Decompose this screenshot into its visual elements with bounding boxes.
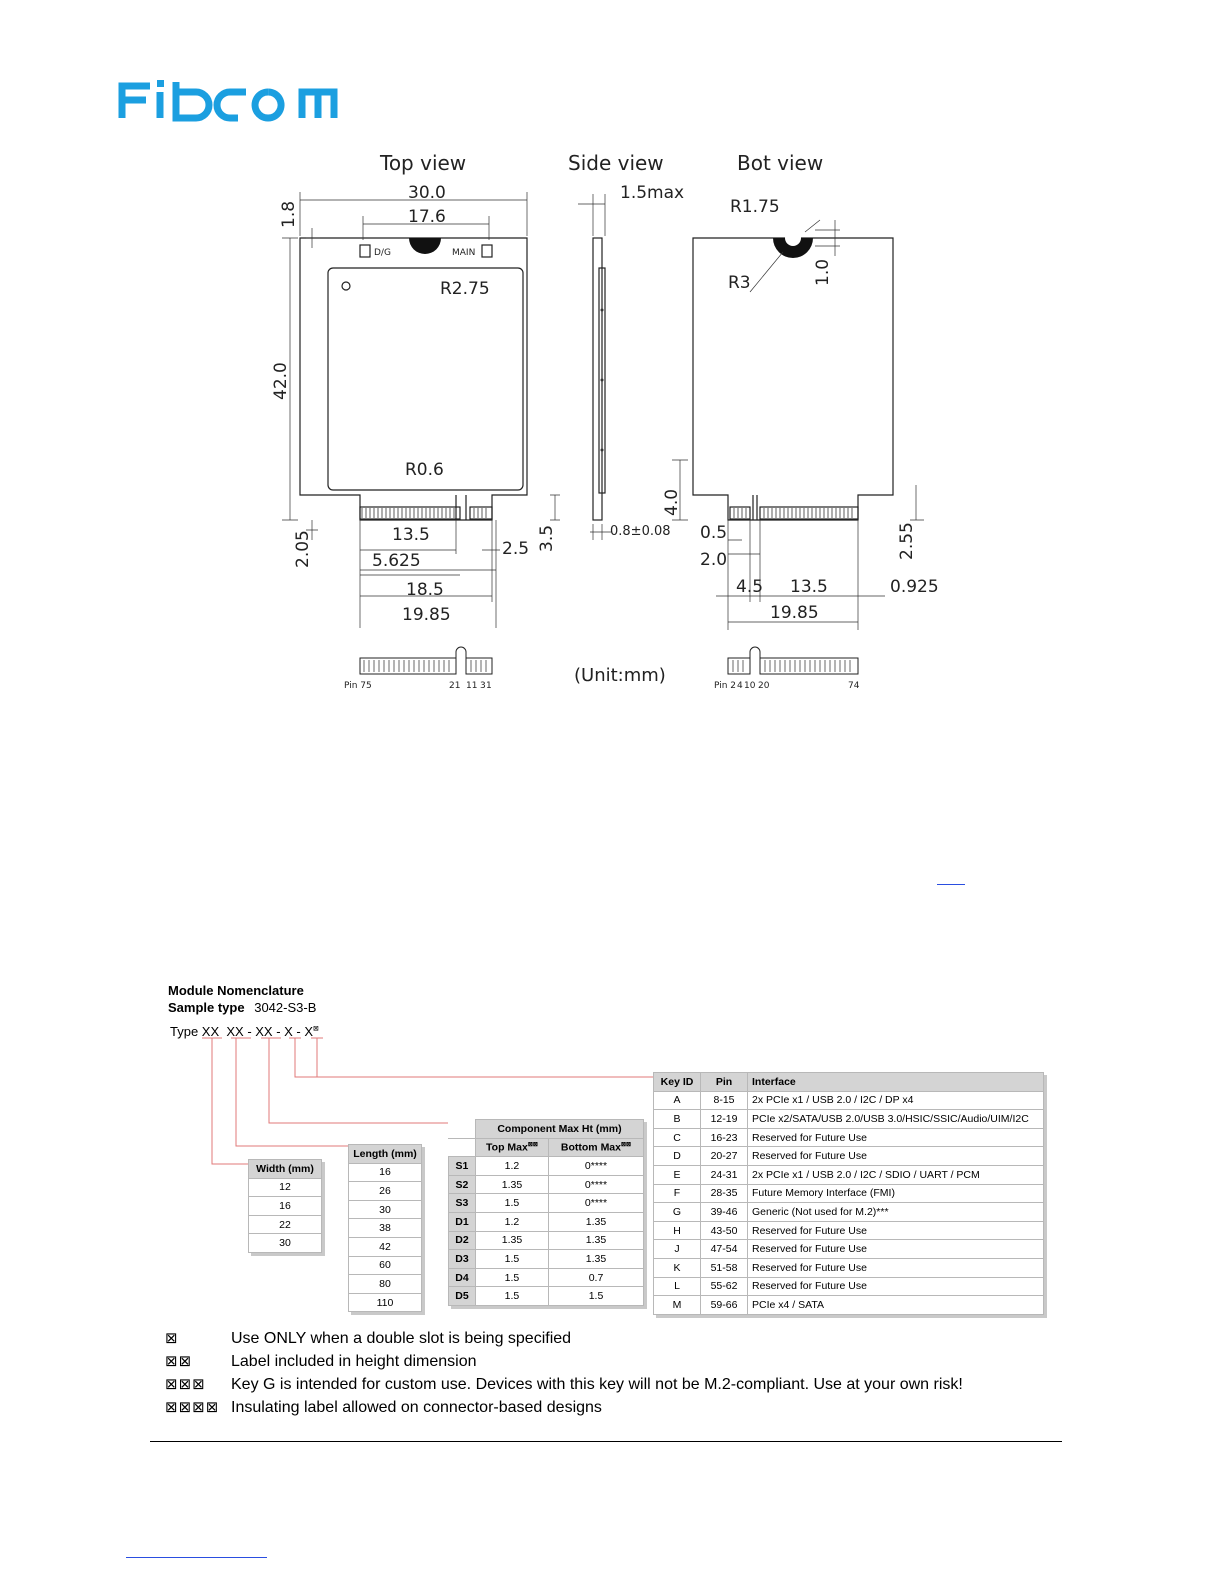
width-header: Width (mm) (249, 1160, 322, 1179)
footer-divider (150, 1441, 1062, 1442)
type-format-sup: ⊠ (313, 1025, 319, 1033)
unit-label: (Unit:mm) (574, 665, 666, 686)
dim-bot-0-5: 0.5 (700, 523, 728, 543)
pin-20-label: 20 (758, 681, 770, 691)
length-value: 60 (349, 1256, 422, 1275)
width-value: 22 (249, 1215, 322, 1234)
col-interface: Interface (748, 1073, 1044, 1092)
dim-top-2-5: 2.5 (502, 539, 530, 559)
dim-top-length: 42.0 (271, 362, 291, 400)
dim-top-antenna-spacing: 17.6 (408, 207, 446, 227)
length-value: 80 (349, 1275, 422, 1294)
dim-top-2-05: 2.05 (293, 530, 313, 568)
table-row: L 55-62 Reserved for Future Use (654, 1277, 1044, 1296)
dim-top-r06: R0.6 (405, 460, 444, 480)
table-row: D2 1.35 1.35 (449, 1231, 644, 1250)
dim-bot-2-55: 2.55 (897, 522, 917, 560)
width-value: 30 (249, 1234, 322, 1253)
pin-75-label: Pin 75 (344, 681, 372, 691)
dim-bot-r175: R1.75 (730, 197, 780, 217)
width-value: 12 (249, 1178, 322, 1197)
length-value: 16 (349, 1163, 422, 1182)
table-row: D4 1.5 0.7 (449, 1268, 644, 1287)
table-row: D3 1.5 1.35 (449, 1250, 644, 1269)
table-row: E 24-31 2x PCIe x1 / USB 2.0 / I2C / SDIO / UART / PCM (654, 1165, 1044, 1184)
pin-4-label: 4 (737, 681, 743, 691)
length-header: Length (mm) (349, 1145, 422, 1164)
top-view-title: Top view (380, 151, 467, 175)
table-row: K 51-58 Reserved for Future Use (654, 1258, 1044, 1277)
mechanical-drawing (260, 140, 980, 700)
dim-bot-19-85: 19.85 (770, 603, 819, 623)
table-row: S1 1.2 0**** (449, 1157, 644, 1176)
footnote-text: Insulating label allowed on connector-based designs (231, 1399, 602, 1416)
footnote-text: Label included in height dimension (231, 1353, 477, 1370)
component-header: Component Max Ht (mm) (475, 1120, 643, 1139)
col-top-max: Top Max⊠⊠ (475, 1138, 548, 1157)
col-key-id: Key ID (654, 1073, 701, 1092)
pin-1-label: 1 (486, 681, 492, 691)
nomenclature-title: Module Nomenclature (168, 983, 304, 998)
reference-link-underline[interactable] (937, 884, 965, 885)
pin-74-label: 74 (848, 681, 860, 691)
dim-bot-4-5: 4.5 (736, 577, 764, 597)
footnote-mark: ⊠⊠⊠ (165, 1375, 206, 1393)
dim-top-13-5: 13.5 (392, 525, 430, 545)
type-format (170, 1024, 319, 1039)
dim-top-1-8: 1.8 (279, 200, 299, 228)
footnote (165, 1327, 963, 1350)
table-row: D5 1.5 1.5 (449, 1287, 644, 1306)
component-height-table (448, 1119, 644, 1306)
footer-link-underline[interactable] (126, 1557, 267, 1558)
dim-side-0-8: 0.8±0.08 (610, 524, 671, 539)
footnote-text: Key G is intended for custom use. Devices with this key will not be M.2-compliant. Use at your own risk! (231, 1376, 963, 1393)
table-row: G 39-46 Generic (Not used for M.2)*** (654, 1203, 1044, 1222)
length-table (348, 1144, 422, 1312)
sample-type (168, 1000, 316, 1015)
pin-10-label: 10 (744, 681, 756, 691)
dim-bot-13-5: 13.5 (790, 577, 828, 597)
side-view-title: Side view (568, 151, 664, 175)
side-view-outline (593, 238, 605, 520)
dim-bot-1-0: 1.0 (813, 258, 833, 286)
dim-top-r275: R2.75 (440, 279, 490, 299)
type-format-text: Type XX XX - XX - X - X (170, 1024, 314, 1039)
dim-bot-4-0: 4.0 (662, 488, 682, 516)
footnote-mark: ⊠⊠⊠⊠ (165, 1398, 220, 1416)
pin-21-label: 21 (449, 681, 461, 691)
dim-bot-0-925: 0.925 (890, 577, 939, 597)
dim-top-19-85: 19.85 (402, 605, 451, 625)
label-main: MAIN (452, 248, 476, 258)
sample-type-label: Sample type (168, 1000, 245, 1015)
table-row: D 20-27 Reserved for Future Use (654, 1147, 1044, 1166)
dim-top-18-5: 18.5 (406, 580, 444, 600)
table-row: B 12-19 PCIe x2/SATA/USB 2.0/USB 3.0/HSIC/SSIC/Audio/UIM/I2C (654, 1110, 1044, 1129)
sample-type-value: 3042-S3-B (254, 1000, 317, 1015)
pin-11-label: 11 (466, 681, 478, 691)
dim-top-3-5: 3.5 (537, 524, 557, 552)
bot-view-title: Bot view (737, 151, 824, 175)
table-row: C 16-23 Reserved for Future Use (654, 1128, 1044, 1147)
length-value: 42 (349, 1237, 422, 1256)
table-row: A 8-15 2x PCIe x1 / USB 2.0 / I2C / DP x4 (654, 1091, 1044, 1110)
length-value: 38 (349, 1219, 422, 1238)
length-value: 26 (349, 1182, 422, 1201)
col-bottom-max: Bottom Max⊠⊠ (548, 1138, 643, 1157)
length-value: 30 (349, 1200, 422, 1219)
table-row: H 43-50 Reserved for Future Use (654, 1221, 1044, 1240)
dim-side-1-5max: 1.5max (620, 183, 685, 203)
col-pin: Pin (701, 1073, 748, 1092)
footnote-mark: ⊠ (165, 1329, 179, 1347)
table-row: F 28-35 Future Memory Interface (FMI) (654, 1184, 1044, 1203)
footnotes (165, 1327, 963, 1419)
bot-view-outline (693, 238, 893, 520)
width-value: 16 (249, 1197, 322, 1216)
length-value: 110 (349, 1293, 422, 1312)
label-dg: D/G (374, 248, 391, 258)
fibocom-logo (118, 78, 368, 122)
table-row: M 59-66 PCIe x4 / SATA (654, 1296, 1044, 1315)
key-id-table (653, 1072, 1044, 1315)
pin-3-label: 3 (480, 681, 486, 691)
width-table (248, 1159, 322, 1253)
dim-bot-2-0: 2.0 (700, 550, 728, 570)
logo-text: Fibocom (118, 78, 122, 79)
dim-top-width: 30.0 (408, 183, 446, 203)
dim-bot-r3: R3 (728, 273, 751, 293)
footnote (165, 1373, 963, 1396)
footnote (165, 1396, 963, 1419)
footnote-mark: ⊠⊠ (165, 1352, 193, 1370)
table-row: D1 1.2 1.35 (449, 1212, 644, 1231)
pin-2-label: Pin 2 (714, 681, 737, 691)
table-row: S3 1.5 0**** (449, 1194, 644, 1213)
table-row: S2 1.35 0**** (449, 1175, 644, 1194)
footnote-text: Use ONLY when a double slot is being specified (231, 1330, 572, 1347)
table-row: J 47-54 Reserved for Future Use (654, 1240, 1044, 1259)
footnote (165, 1350, 963, 1373)
dim-top-5-625: 5.625 (372, 551, 421, 571)
